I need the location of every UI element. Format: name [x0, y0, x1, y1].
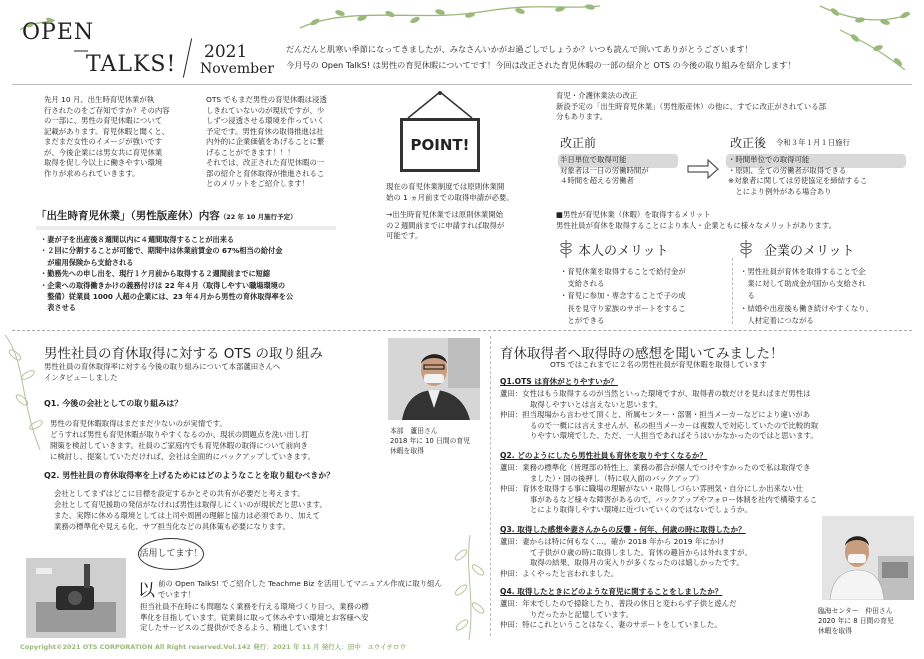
answer-text: 育休を取得する事に職場の理解がない・取得しづらい雰囲気・自分にしか出来ない仕 [522, 484, 804, 494]
caption-line: 本部 蘆田さん [390, 427, 438, 435]
survey-answer-line [500, 400, 910, 411]
ots-a1-line: 開策を検討していきます。社員のご家庭内でも育児休暇の取得について前向き [50, 441, 308, 451]
answer-text: 業務の標準化（皆理部の特性上、業務の都合が個人でつけやすかったので私は取得でき [522, 463, 811, 472]
intro-text-line: 行されたのをご存知ですか？その内容 [44, 105, 170, 115]
photo-ashida [388, 338, 480, 420]
column-divider [490, 336, 491, 636]
speaker-label: 蘆田： [500, 537, 523, 546]
answer-text: て子供が０歳の時に取得しました。育休の趣旨からは外れますが、 [530, 547, 752, 557]
company-merit-line: 業に対して助成金が国から支給され [740, 279, 866, 289]
intro-column-2 [206, 95, 356, 190]
system-bullet-line: ・妻が子を出産後８週間以内に４週間取得することが出来る [40, 235, 235, 244]
system-band [36, 226, 336, 230]
survey-answers [500, 537, 830, 579]
intro-text-line: それでは、改正された育児休暇の一 [206, 158, 325, 168]
teachme-line: 準化を目指しています。従業員に取って休みやすい環境とお客様へ安 [140, 612, 369, 622]
caption-line: 休暇を取得 [818, 627, 852, 636]
law-before-line: 対象者は一日の労働時間が [560, 165, 649, 175]
survey-answer-line [500, 505, 910, 516]
self-merit-line: 支給される [560, 279, 605, 289]
intro-text-line: が、今後企業には男女共に育児休業 [44, 147, 163, 157]
survey-question: Q3. 取得した感想※妻さんからの反響 - 何年、何歳の時に取得したか？ [500, 525, 746, 534]
system-heading-text: 「出生時育児休業」（男性版産休）内容 [36, 210, 220, 222]
self-merit-line: ・育児に参加・専念することで子の成 [560, 291, 686, 301]
survey-answers [500, 389, 910, 442]
answer-text: 特にこれということはなく、妻のサポートをしていました。 [522, 620, 722, 630]
leaf-icon [736, 236, 756, 260]
point-text-line: 始の 1 ヵ月前までの取得申請が必要。 [386, 192, 514, 202]
photo-teachme [26, 558, 126, 638]
intro-text-line: 記載があります。育児休暇と聞くと、 [44, 126, 170, 136]
speaker-label: 蘆田： [500, 599, 523, 608]
company-merit-title: 企業のメリット [764, 244, 855, 259]
survey-q1-block [500, 376, 910, 442]
survey-question: Q1.OTS は育休がとりやすいか？ [500, 377, 618, 386]
photo-ashida-caption [390, 426, 470, 457]
company-merit-list [740, 266, 920, 327]
company-merit-line: 人材定着につながる [740, 315, 814, 325]
answer-text: 取得しやすいとは言えないと思います。 [530, 399, 663, 409]
person-photo-icon [388, 338, 480, 420]
intro-column-1 [44, 95, 194, 179]
law-intro [556, 91, 916, 123]
answer-text: るので一概には言えませんが、私の担当メーカーは複数人で対応していたので比較的取 [530, 420, 819, 430]
merits-intro [556, 210, 916, 231]
section-divider [12, 330, 912, 331]
masthead-title-line2: TALKS! [86, 52, 177, 77]
intro-text-line: OTS でもまだ男性の育児休暇は浸透 [206, 95, 327, 104]
answer-text: ました）・国の後押し（特に収入面のバックアップ） [530, 473, 704, 483]
ots-q1: Q1. 今後の会社としての取り組みは？ [44, 399, 183, 408]
law-intro-line: 新設予定の「出生時育児休業」（男性版産休）の他に、すでに改正がされている部 [556, 101, 826, 111]
merits-intro-line: ■男性が育児休業（休暇）を取得するメリット [556, 210, 711, 219]
point-text-1 [386, 182, 536, 203]
issue-year: 2021 [204, 42, 248, 62]
footer-copyright: Copyright©2021 OTS CORPORATION All Right reserved.Vol.142 発行：2021 年 11 月 発行人：田中 ユウイチロウ [20, 643, 407, 651]
arrow-right-icon [686, 158, 720, 180]
point-text-line: →出生時育児休業では原則休業開始 [386, 210, 504, 219]
law-after-line: とにより例外がある場合あり [728, 186, 832, 196]
person-photo-icon [822, 516, 914, 600]
answer-text: よくやったと言われました。 [522, 568, 619, 578]
answer-text: りだったかと記憶しています。 [530, 609, 633, 619]
answer-text: 年末でしたので掃除したり、普段の休日と変わらず子供と遊んだ [522, 599, 737, 608]
law-after-line: ※対象者に関しては労使協定を締結するこ [728, 176, 868, 186]
survey-q3-block [500, 524, 830, 579]
caption-line: 2018 年に 10 日間の育児 [390, 437, 471, 446]
intro-text-line: しずつ浸透させる環境を作っていく [206, 116, 325, 126]
survey-answer-line [500, 610, 830, 621]
point-text-line: 可能です。 [386, 231, 423, 241]
intro-text-line: しきれていないのが現状ですが、少 [206, 105, 325, 115]
point-text-2 [386, 210, 536, 242]
company-merit-line: ・男性社員が育休を取得することで企 [740, 267, 866, 276]
self-merit-line: とができる [560, 315, 605, 325]
merits-divider [732, 258, 733, 324]
header-divider [12, 84, 912, 85]
speaker-label: 仲田： [500, 410, 523, 420]
ots-a2-line: 業務の標準化や見える化、サブ担当化などの具体策も必要になります。 [54, 522, 290, 532]
ots-a2-line: また、実際に休める環境としては上司や周囲の理解と協力は必須であり、加えて [54, 511, 321, 521]
survey-answer-line [500, 484, 910, 495]
survey-answer-line [500, 558, 830, 569]
speech-bubble-text: 活用してます！ [139, 549, 203, 559]
system-bullet-line: 表させる [40, 303, 76, 313]
survey-answer-line [500, 410, 910, 421]
survey-q2-block [500, 450, 910, 516]
self-merit-line: 長を見守り家族のサポートをするこ [560, 303, 686, 313]
intro-text-line: 作りが求められていきます。 [44, 168, 140, 178]
teachme-body [140, 602, 470, 634]
self-merit-line: ・育児休業を取得することで給付金が [560, 267, 686, 276]
system-bullets [40, 234, 370, 314]
pen-stroke-icon [74, 48, 88, 54]
speaker-label: 仲田： [500, 484, 523, 494]
ots-a1-line: どうすれば男性も育児休暇が取りやすくなるのか、現状の問題点を洗い出し打 [50, 430, 309, 440]
ots-q2: Q2. 男性社員の育休取得率を上げるためにはどのようなことを取り組むべきか？ [44, 471, 335, 480]
speaker-label: 仲田： [500, 568, 523, 578]
ots-a1 [50, 418, 390, 462]
answer-text: とにより取得しやすい環境に近づいていくのではないでしょうか。 [530, 505, 752, 515]
law-after-date: 令和３年１月１日施行 [776, 138, 850, 147]
intro-text-line: 予定です。男性育休の取得推進は社 [206, 126, 324, 136]
survey-answer-line [500, 463, 910, 474]
masthead-title-line1: OPEN [22, 20, 95, 45]
intro-text-line: 内外的に企業価値をあげることに繋 [206, 137, 325, 147]
caption-line: 2020 年に 8 日間の育児 [818, 617, 894, 626]
intro-text-line: 先月 10 月、出生時育児休業が執 [44, 95, 155, 104]
system-bullet-line: ・勤務先への申し出を、現行１ケ月前から取得する２週間前までに短縮 [40, 269, 271, 279]
intro-text-line: とのメリットをご紹介します！ [206, 179, 310, 189]
law-before-line: 半日単位で取得可能 [560, 155, 627, 164]
leaf-icon [556, 236, 576, 260]
ots-a2-line: 会社としてまずはどこに目標を設定するかとその共有が必要だと考えます。 [54, 489, 305, 498]
intro-text-line: 取得を促し今以上に働きやすい環境 [44, 158, 163, 168]
intro-text-line: の一部に、男性の育児休暇について [44, 116, 163, 126]
survey-answer-line [500, 599, 830, 610]
law-before-title: 改正前 [560, 136, 597, 150]
merits-intro-line: 男性社員が育休を取得することにより本人・企業ともに様々なメリットがあります。 [556, 220, 836, 230]
answer-text: 事があるなど様々な障害があるので、バックアップやフォロー体制を社内で構築するこ [530, 494, 818, 504]
survey-title: 育休取得者へ取得時の感想を聞いてみました！ [500, 346, 784, 362]
survey-answers [500, 463, 910, 516]
survey-subtitle: OTS ではこれまでに２名の男性社員が育児休暇を取得しています [550, 360, 767, 369]
ots-subtitle-line: インタビューしました [44, 372, 118, 382]
survey-question: Q2. どのようにしたら男性社員も育休を取りやすくなるか？ [500, 451, 708, 460]
masthead-title [16, 20, 186, 82]
system-heading [36, 208, 297, 223]
photo-nakata [822, 516, 914, 600]
answer-text: 女性はもう取得するのが当然といった環境ですが、取得者の数だけを見ればまだ男性は [522, 389, 811, 398]
intro-text-line: 部の紹介と育休取得が推進されるこ [206, 168, 325, 178]
answer-text: 妻からは特に何もなく…。確か 2018 年から 2019 年にかけ [522, 537, 725, 546]
law-before-line: ４時間を超える労働者 [560, 176, 634, 186]
survey-q4-block [500, 586, 830, 631]
survey-answer-line [500, 474, 910, 485]
ots-a1-line: 男性の育児休暇取得はまだまだ少ないのが実情です。 [50, 419, 227, 428]
law-intro-line: 育児・介護休業法の改正 [556, 91, 638, 100]
survey-answer-line [500, 389, 910, 400]
point-text-line: 現在の育児休業制度では原則休業開 [386, 182, 505, 191]
self-merit-list [560, 266, 730, 327]
self-merit-title: 本人のメリット [578, 244, 669, 259]
survey-answer-line [500, 548, 830, 559]
caption-line: 臨海センター 仲田さん [818, 607, 893, 615]
greeting-line-1: だんだんと肌寒い季節になってきましたが、みなさんいかがお過ごしでしょうか？いつも読んで頂いてありがとうございます！ [286, 44, 753, 54]
company-merit-line: ・結婚や出産後も働き続けやすくなり、 [740, 303, 874, 313]
speaker-label: 蘆田： [500, 463, 523, 472]
camera-device-photo-icon [26, 558, 126, 638]
ots-a2-line: 会社として育児援助の発信がなければ男性は取得しにくいのが現状だと思います。 [54, 500, 327, 510]
system-bullet-line: 整備）従業員 1000 人超の企業には、23 年４月から男性の育休取得率を公 [40, 291, 294, 301]
speech-bubble [138, 538, 204, 570]
point-sign-hanger-icon [400, 90, 480, 120]
law-before-list [560, 155, 700, 187]
answer-text: 担当現場から言わせて頂くと、所属センター・部署・担当メーカーなどにより違いがあ [522, 410, 810, 420]
law-after-line: ・原則、全ての労働者が取得できる [728, 165, 847, 175]
ots-subtitle-line: 男性社員の育休取得率に対する今後の取り組みについて本部蘆田さんへ [44, 362, 281, 371]
survey-answer-line [500, 495, 910, 506]
issue-month: November [200, 61, 275, 77]
law-after-title: 改正後 [730, 136, 767, 150]
law-after-line: ・時間単位での取得可能 [728, 155, 810, 164]
teachme-lead: 前の Open TalkS! でご紹介した Teachme Biz を活用してマニュアル作成に取り組んでいます！ [158, 579, 442, 600]
ots-a1-line: に検討し、提案していただければ、会社は全面的にバックアップしていきます。 [50, 452, 315, 462]
survey-answer-line [500, 620, 830, 631]
company-merit-line: る [740, 291, 755, 301]
answer-text: 取得の結果、取得月の実入りが多くなったのは嬉しかったです。 [530, 558, 744, 568]
survey-answers [500, 599, 830, 631]
answer-text: りやすい環境でした。ただ、一人担当であればそうはいかなかったのではと思います。 [530, 431, 818, 441]
teachme-line: 担当社員不在時にも問題なく業務を行える環境づくり目つ、業務の標 [140, 602, 369, 611]
point-sign: POINT! [400, 118, 480, 172]
system-heading-note: （22 年 10 月施行予定） [219, 213, 297, 221]
greeting-line-2: 今月号の Open TalkS! は男性の育児休暇についてです！今回は改正された育児休暇の一部の紹介と OTS の今後の取り組みを紹介します！ [286, 60, 796, 70]
survey-answer-line [500, 537, 830, 548]
teachme-line: 定したサービスのご提供ができるよう、精進しています！ [140, 623, 333, 633]
system-bullet-line: が雇用保険から支給される [40, 257, 134, 267]
speaker-label: 蘆田： [500, 389, 523, 398]
survey-answer-line [500, 431, 910, 442]
survey-answer-line [500, 421, 910, 432]
law-intro-line: 分もあります。 [556, 112, 608, 122]
law-after-list [728, 155, 918, 197]
photo-nakata-caption [818, 606, 894, 637]
ots-subtitle [44, 362, 384, 383]
teachme-big-char: 以 [138, 581, 155, 601]
speaker-label: 仲田： [500, 620, 523, 630]
survey-question: Q4. 取得したときにどのような育児に関することをしましたか？ [500, 587, 723, 596]
system-bullet-line: ・２回に分割することが可能で、期間中は休業前賃金の 67%相当の給付金 [40, 246, 283, 256]
system-bullet-line: ・企業への取得働きかけの義務付けは 22 年４月（取得しやすい職場環境の [40, 280, 286, 290]
point-text-line: の２週間前までに申請すれば取得が [386, 220, 505, 230]
intro-text-line: げることができます！！！ [206, 147, 295, 157]
caption-line: 休暇を取得 [390, 447, 424, 456]
intro-text-line: まだまだ女性のイメージが強いです [44, 137, 163, 147]
ots-title: 男性社員の育休取得に対する OTS の取り組み [44, 346, 324, 362]
ots-a2 [54, 488, 434, 532]
survey-answer-line [500, 569, 830, 580]
